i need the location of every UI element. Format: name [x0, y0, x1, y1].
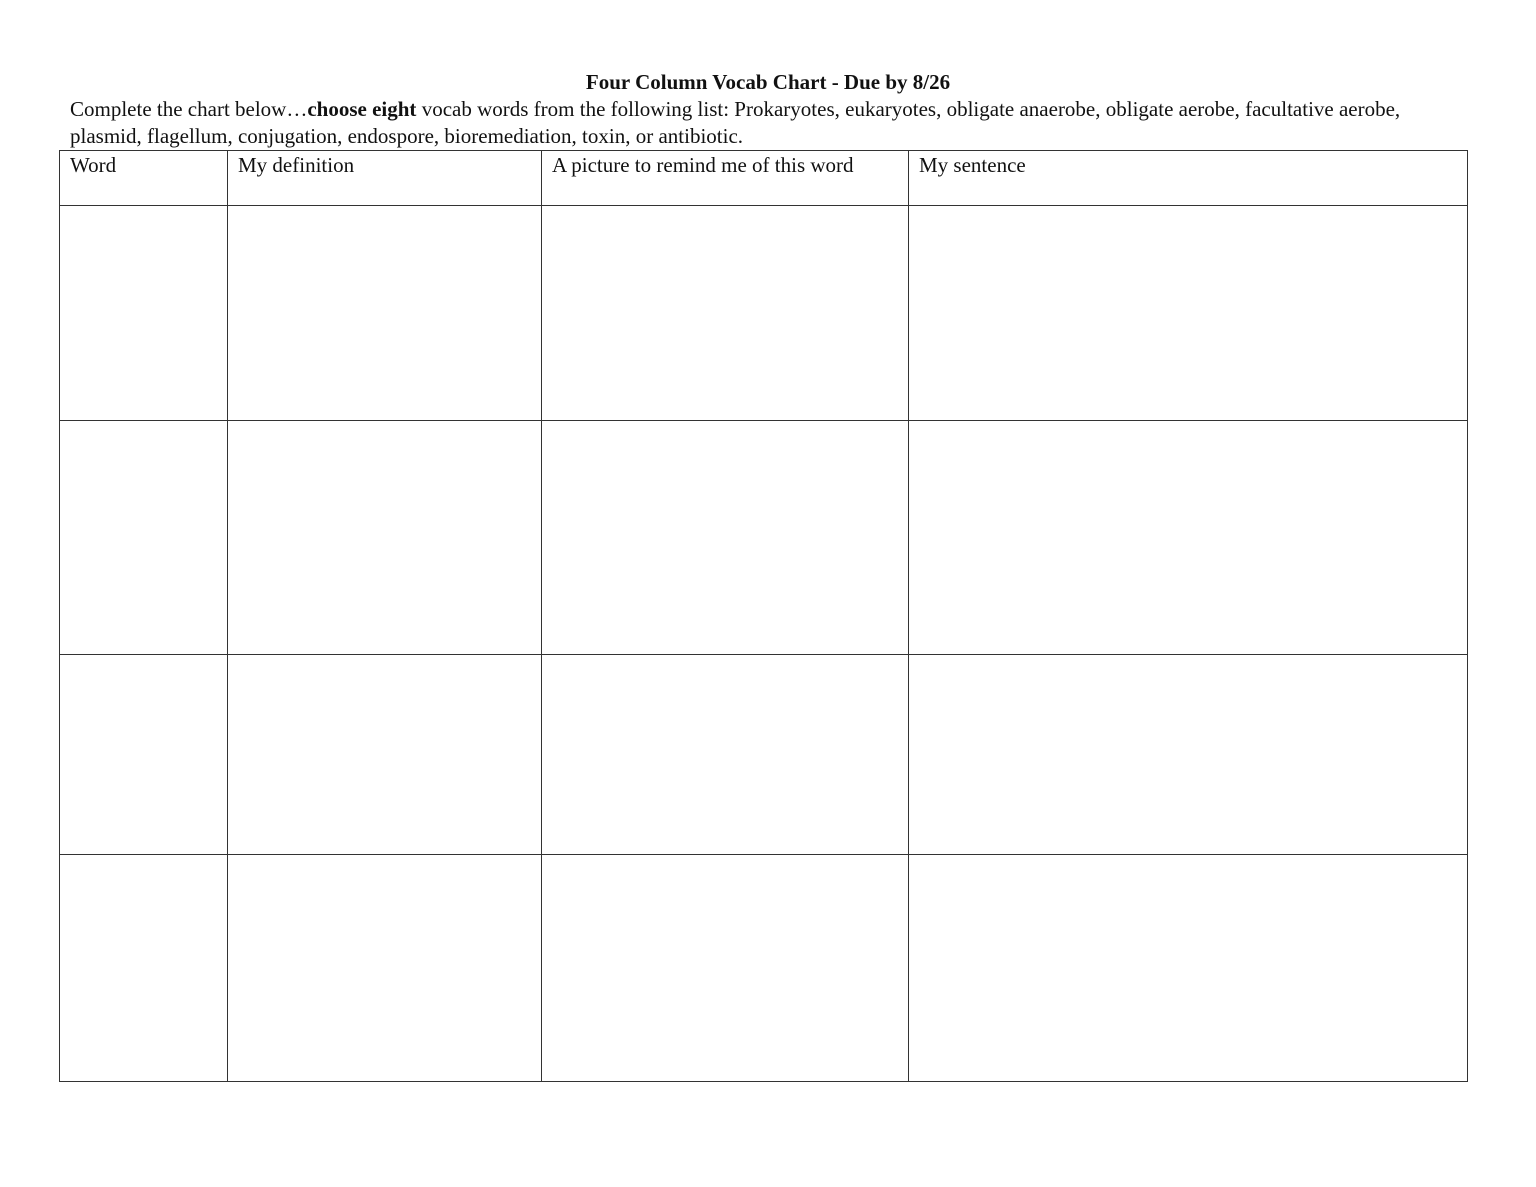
table-row: [60, 855, 1468, 1082]
table-header-row: [60, 151, 1468, 206]
header-definition-label: My definition: [238, 153, 355, 177]
picture-cell[interactable]: [542, 855, 909, 1082]
header-picture-label: A picture to remind me of this word: [552, 153, 854, 177]
header-sentence-label: My sentence: [919, 153, 1026, 177]
page-title: Four Column Vocab Chart - Due by 8/26: [585, 70, 951, 94]
sentence-cell[interactable]: [909, 206, 1468, 421]
instructions-emphasis: choose eight: [307, 97, 417, 121]
word-cell[interactable]: [60, 421, 228, 655]
definition-cell[interactable]: [228, 206, 542, 421]
word-cell[interactable]: [60, 206, 228, 421]
vocab-chart-table: [59, 150, 1468, 1082]
instructions-lead: Complete the chart below…: [70, 97, 308, 121]
header-picture: [542, 151, 909, 206]
instructions: [70, 96, 1470, 150]
word-cell[interactable]: [60, 655, 228, 855]
sentence-cell[interactable]: [909, 855, 1468, 1082]
table-row: [60, 421, 1468, 655]
table-row: [60, 655, 1468, 855]
definition-cell[interactable]: [228, 855, 542, 1082]
instructions-rest: vocab words from the following list: Prokaryotes, eukaryotes, obligate anaerobe, obligate aerobe, facultative aerobe, plasmid, flagellum, conjugation, endospore, bioremediation, toxin, or antibiotic.: [70, 97, 1401, 148]
picture-cell[interactable]: [542, 421, 909, 655]
picture-cell[interactable]: [542, 206, 909, 421]
sentence-cell[interactable]: [909, 655, 1468, 855]
header-word: [60, 151, 228, 206]
definition-cell[interactable]: [228, 655, 542, 855]
sentence-cell[interactable]: [909, 421, 1468, 655]
word-cell[interactable]: [60, 855, 228, 1082]
header-sentence: [909, 151, 1468, 206]
picture-cell[interactable]: [542, 655, 909, 855]
definition-cell[interactable]: [228, 421, 542, 655]
header-definition: [228, 151, 542, 206]
table-row: [60, 206, 1468, 421]
header-word-label: Word: [70, 153, 117, 177]
